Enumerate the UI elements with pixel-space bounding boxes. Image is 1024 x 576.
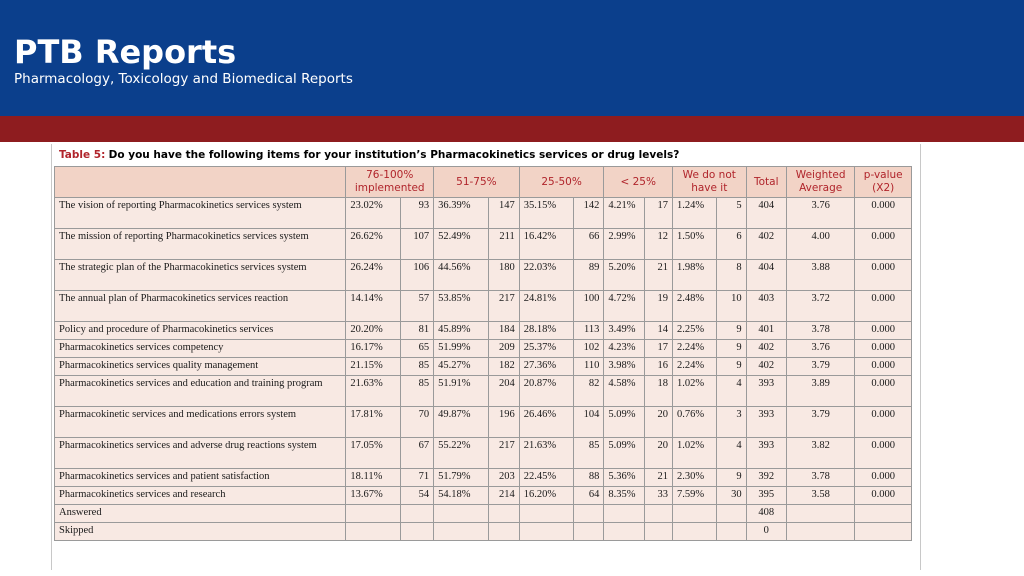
cell-c2p: 45.27%	[434, 358, 488, 376]
cell-label: Pharmacokinetics services quality management	[55, 358, 346, 376]
journal-subtitle: Pharmacology, Toxicology and Biomedical Reports	[14, 71, 353, 87]
cell-pval: 0.000	[855, 198, 912, 229]
journal-title: PTB Reports	[14, 33, 237, 71]
cell-c3n: 85	[574, 438, 604, 469]
cell-c3n: 82	[574, 376, 604, 407]
table-caption	[59, 149, 679, 161]
cell-c2n: 184	[488, 322, 519, 340]
empty-cell	[346, 505, 400, 523]
skipped-label: Skipped	[55, 523, 346, 541]
cell-c2n: 209	[488, 340, 519, 358]
cell-c2n: 204	[488, 376, 519, 407]
cell-c5n: 9	[717, 469, 746, 487]
cell-pval: 0.000	[855, 358, 912, 376]
cell-pval: 0.000	[855, 229, 912, 260]
cell-c3p: 16.20%	[519, 487, 573, 505]
cell-c5p: 1.50%	[672, 229, 716, 260]
cell-c1p: 26.62%	[346, 229, 400, 260]
cell-wavg: 3.79	[786, 407, 855, 438]
cell-pval: 0.000	[855, 260, 912, 291]
cell-c4n: 18	[644, 376, 672, 407]
cell-total: 404	[746, 198, 786, 229]
empty-cell	[488, 505, 519, 523]
cell-label: The strategic plan of the Pharmacokinetics services system	[55, 260, 346, 291]
cell-c1p: 26.24%	[346, 260, 400, 291]
journal-header	[0, 0, 1024, 116]
cell-c4p: 2.99%	[604, 229, 644, 260]
cell-wavg: 3.72	[786, 291, 855, 322]
cell-c1n: 71	[400, 469, 433, 487]
cell-c3n: 110	[574, 358, 604, 376]
cell-c4p: 5.09%	[604, 407, 644, 438]
cell-c1n: 106	[400, 260, 433, 291]
cell-c5n: 8	[717, 260, 746, 291]
cell-c5p: 1.24%	[672, 198, 716, 229]
cell-wavg: 3.89	[786, 376, 855, 407]
cell-label: The vision of reporting Pharmacokinetics services system	[55, 198, 346, 229]
cell-c2p: 55.22%	[434, 438, 488, 469]
empty-cell	[574, 505, 604, 523]
cell-c1n: 57	[400, 291, 433, 322]
cell-total: 392	[746, 469, 786, 487]
cell-c4n: 17	[644, 340, 672, 358]
table-row	[55, 322, 912, 340]
cell-c2p: 44.56%	[434, 260, 488, 291]
cell-c3n: 89	[574, 260, 604, 291]
cell-total: 401	[746, 322, 786, 340]
cell-c1p: 13.67%	[346, 487, 400, 505]
cell-c2p: 52.49%	[434, 229, 488, 260]
col-header-lt-25: < 25%	[604, 167, 673, 198]
cell-c1n: 54	[400, 487, 433, 505]
cell-c2n: 203	[488, 469, 519, 487]
cell-c4n: 20	[644, 407, 672, 438]
cell-c4p: 5.36%	[604, 469, 644, 487]
table-row	[55, 291, 912, 322]
cell-c2n: 214	[488, 487, 519, 505]
cell-c5p: 2.24%	[672, 340, 716, 358]
table-row	[55, 260, 912, 291]
col-header-item	[55, 167, 346, 198]
cell-c5n: 6	[717, 229, 746, 260]
cell-c5n: 4	[717, 438, 746, 469]
cell-c1p: 20.20%	[346, 322, 400, 340]
cell-c5p: 2.48%	[672, 291, 716, 322]
col-header-p-value: p-value (X2)	[855, 167, 912, 198]
cell-c2n: 217	[488, 291, 519, 322]
table-row-skipped	[55, 523, 912, 541]
cell-c5p: 2.30%	[672, 469, 716, 487]
cell-c3p: 25.37%	[519, 340, 573, 358]
cell-c1n: 65	[400, 340, 433, 358]
cell-label: Policy and procedure of Pharmacokinetics services	[55, 322, 346, 340]
cell-c2p: 51.79%	[434, 469, 488, 487]
cell-c3p: 28.18%	[519, 322, 573, 340]
cell-c4p: 5.09%	[604, 438, 644, 469]
cell-c1n: 67	[400, 438, 433, 469]
table-row-answered	[55, 505, 912, 523]
cell-c3n: 64	[574, 487, 604, 505]
cell-c4n: 12	[644, 229, 672, 260]
cell-c3p: 24.81%	[519, 291, 573, 322]
cell-pval: 0.000	[855, 376, 912, 407]
empty-cell	[604, 505, 644, 523]
cell-c3p: 22.03%	[519, 260, 573, 291]
cell-c5n: 9	[717, 340, 746, 358]
cell-c5n: 10	[717, 291, 746, 322]
empty-cell	[644, 523, 672, 541]
empty-cell	[717, 505, 746, 523]
cell-c4p: 4.58%	[604, 376, 644, 407]
cell-c3p: 16.42%	[519, 229, 573, 260]
cell-c1n: 85	[400, 376, 433, 407]
table-caption-label: Table 5:	[59, 149, 106, 161]
col-header-total: Total	[746, 167, 786, 198]
cell-label: The annual plan of Pharmacokinetics services reaction	[55, 291, 346, 322]
cell-c4n: 19	[644, 291, 672, 322]
cell-c3n: 100	[574, 291, 604, 322]
cell-c1n: 81	[400, 322, 433, 340]
cell-c3n: 88	[574, 469, 604, 487]
cell-c4n: 17	[644, 198, 672, 229]
cell-c5p: 2.25%	[672, 322, 716, 340]
empty-cell	[855, 505, 912, 523]
cell-c5p: 1.98%	[672, 260, 716, 291]
table-row	[55, 487, 912, 505]
cell-c2p: 53.85%	[434, 291, 488, 322]
cell-c5n: 9	[717, 322, 746, 340]
empty-cell	[519, 505, 573, 523]
empty-cell	[346, 523, 400, 541]
cell-label: Pharmacokinetics services and education and training program	[55, 376, 346, 407]
cell-c1p: 21.15%	[346, 358, 400, 376]
table-row	[55, 376, 912, 407]
cell-c2n: 217	[488, 438, 519, 469]
col-header-51-75: 51-75%	[434, 167, 520, 198]
empty-cell	[672, 505, 716, 523]
cell-label: The mission of reporting Pharmacokinetics services system	[55, 229, 346, 260]
cell-c3n: 102	[574, 340, 604, 358]
cell-label: Pharmacokinetics services and research	[55, 487, 346, 505]
empty-cell	[434, 523, 488, 541]
cell-wavg: 3.76	[786, 198, 855, 229]
empty-cell	[400, 505, 433, 523]
cell-total: 393	[746, 438, 786, 469]
header-accent-band	[0, 116, 1024, 142]
cell-c2p: 45.89%	[434, 322, 488, 340]
cell-wavg: 3.76	[786, 340, 855, 358]
cell-c4p: 3.49%	[604, 322, 644, 340]
empty-cell	[672, 523, 716, 541]
cell-c3p: 35.15%	[519, 198, 573, 229]
cell-wavg: 3.82	[786, 438, 855, 469]
cell-c4p: 4.72%	[604, 291, 644, 322]
cell-c2p: 51.99%	[434, 340, 488, 358]
cell-c5p: 0.76%	[672, 407, 716, 438]
cell-total: 393	[746, 376, 786, 407]
col-header-76-100: 76-100% implemented	[346, 167, 434, 198]
cell-c2p: 54.18%	[434, 487, 488, 505]
cell-c3n: 113	[574, 322, 604, 340]
cell-wavg: 3.88	[786, 260, 855, 291]
cell-label: Pharmacokinetics services and patient satisfaction	[55, 469, 346, 487]
col-header-25-50: 25-50%	[519, 167, 604, 198]
cell-total: 395	[746, 487, 786, 505]
empty-cell	[574, 523, 604, 541]
cell-c1n: 93	[400, 198, 433, 229]
cell-c5n: 9	[717, 358, 746, 376]
cell-c1n: 70	[400, 407, 433, 438]
skipped-total: 0	[746, 523, 786, 541]
cell-label: Pharmacokinetics services competency	[55, 340, 346, 358]
cell-pval: 0.000	[855, 438, 912, 469]
cell-c4n: 16	[644, 358, 672, 376]
cell-c4p: 4.21%	[604, 198, 644, 229]
cell-c3p: 22.45%	[519, 469, 573, 487]
cell-c1p: 21.63%	[346, 376, 400, 407]
cell-c4n: 33	[644, 487, 672, 505]
cell-c3p: 26.46%	[519, 407, 573, 438]
empty-cell	[786, 523, 855, 541]
cell-pval: 0.000	[855, 340, 912, 358]
cell-c5n: 30	[717, 487, 746, 505]
cell-wavg: 3.79	[786, 358, 855, 376]
cell-c2n: 147	[488, 198, 519, 229]
cell-c1p: 17.81%	[346, 407, 400, 438]
cell-c3p: 21.63%	[519, 438, 573, 469]
cell-label: Pharmacokinetic services and medications errors system	[55, 407, 346, 438]
table-row	[55, 438, 912, 469]
cell-pval: 0.000	[855, 469, 912, 487]
table-row	[55, 358, 912, 376]
cell-c2p: 51.91%	[434, 376, 488, 407]
cell-total: 402	[746, 229, 786, 260]
cell-c1p: 23.02%	[346, 198, 400, 229]
table-caption-text: Do you have the following items for your institution’s Pharmacokinetics services or drug levels?	[108, 149, 680, 161]
table-figure	[51, 144, 921, 570]
empty-cell	[400, 523, 433, 541]
empty-cell	[717, 523, 746, 541]
table-row	[55, 407, 912, 438]
cell-c5n: 5	[717, 198, 746, 229]
cell-c4p: 3.98%	[604, 358, 644, 376]
cell-wavg: 4.00	[786, 229, 855, 260]
table-row	[55, 198, 912, 229]
cell-c5p: 7.59%	[672, 487, 716, 505]
empty-cell	[786, 505, 855, 523]
cell-c5p: 1.02%	[672, 438, 716, 469]
cell-pval: 0.000	[855, 407, 912, 438]
cell-c2p: 36.39%	[434, 198, 488, 229]
cell-c5p: 1.02%	[672, 376, 716, 407]
cell-c1p: 18.11%	[346, 469, 400, 487]
cell-pval: 0.000	[855, 487, 912, 505]
cell-c4p: 5.20%	[604, 260, 644, 291]
cell-c5n: 3	[717, 407, 746, 438]
empty-cell	[488, 523, 519, 541]
cell-c2n: 182	[488, 358, 519, 376]
cell-pval: 0.000	[855, 291, 912, 322]
cell-wavg: 3.78	[786, 322, 855, 340]
cell-label: Pharmacokinetics services and adverse drug reactions system	[55, 438, 346, 469]
cell-wavg: 3.58	[786, 487, 855, 505]
cell-total: 393	[746, 407, 786, 438]
cell-c4p: 4.23%	[604, 340, 644, 358]
cell-c3p: 20.87%	[519, 376, 573, 407]
cell-pval: 0.000	[855, 322, 912, 340]
answered-total: 408	[746, 505, 786, 523]
cell-total: 402	[746, 340, 786, 358]
empty-cell	[644, 505, 672, 523]
cell-c2n: 211	[488, 229, 519, 260]
cell-wavg: 3.78	[786, 469, 855, 487]
table-header-row	[55, 167, 912, 198]
cell-total: 404	[746, 260, 786, 291]
answered-label: Answered	[55, 505, 346, 523]
cell-c5p: 2.24%	[672, 358, 716, 376]
empty-cell	[855, 523, 912, 541]
empty-cell	[519, 523, 573, 541]
cell-c3n: 104	[574, 407, 604, 438]
cell-c3p: 27.36%	[519, 358, 573, 376]
cell-total: 403	[746, 291, 786, 322]
table-row	[55, 229, 912, 260]
cell-c3n: 142	[574, 198, 604, 229]
table-row	[55, 340, 912, 358]
cell-c3n: 66	[574, 229, 604, 260]
cell-c4n: 20	[644, 438, 672, 469]
cell-c1n: 107	[400, 229, 433, 260]
cell-c4n: 21	[644, 260, 672, 291]
cell-c4n: 14	[644, 322, 672, 340]
table-row	[55, 469, 912, 487]
cell-c5n: 4	[717, 376, 746, 407]
col-header-weighted-average: Weighted Average	[786, 167, 855, 198]
cell-c1n: 85	[400, 358, 433, 376]
cell-c1p: 16.17%	[346, 340, 400, 358]
cell-c2n: 180	[488, 260, 519, 291]
cell-c2n: 196	[488, 407, 519, 438]
empty-cell	[434, 505, 488, 523]
cell-total: 402	[746, 358, 786, 376]
col-header-do-not-have: We do not have it	[672, 167, 746, 198]
survey-table	[54, 166, 912, 541]
empty-cell	[604, 523, 644, 541]
cell-c2p: 49.87%	[434, 407, 488, 438]
cell-c4n: 21	[644, 469, 672, 487]
cell-c1p: 14.14%	[346, 291, 400, 322]
cell-c1p: 17.05%	[346, 438, 400, 469]
cell-c4p: 8.35%	[604, 487, 644, 505]
